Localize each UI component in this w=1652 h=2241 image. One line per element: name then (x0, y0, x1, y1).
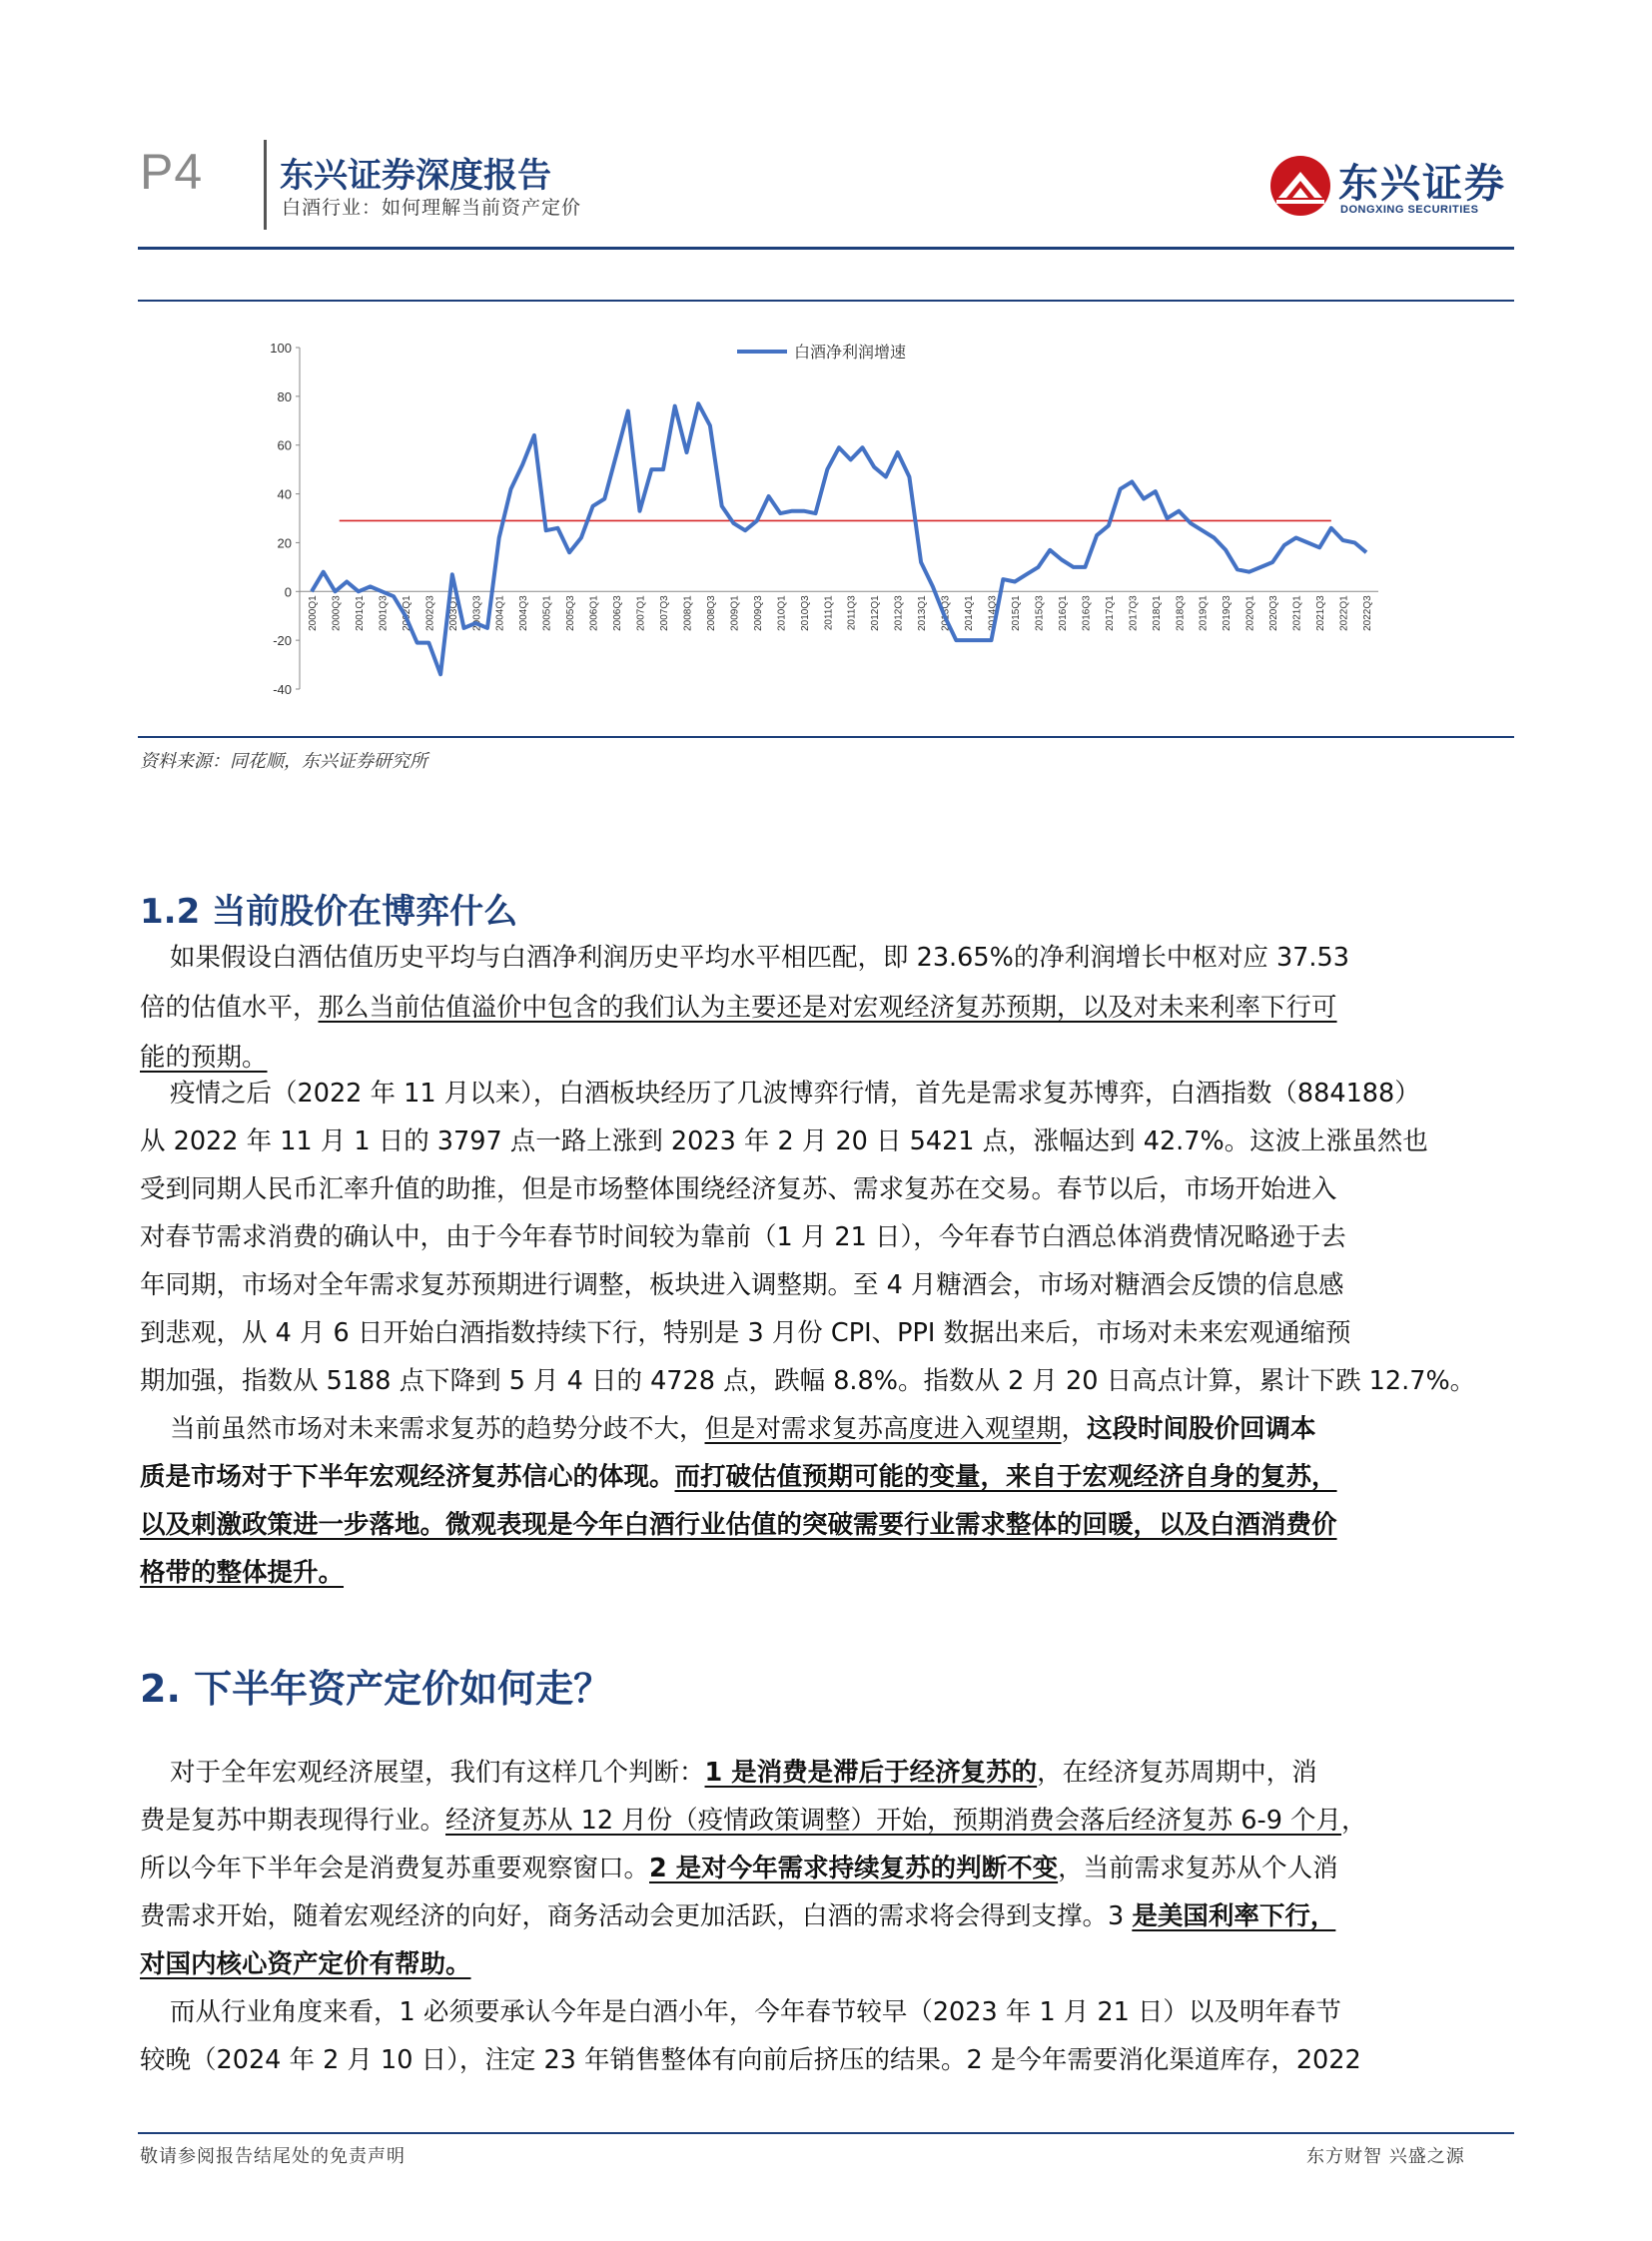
x-tick-label: 2005Q1 (541, 595, 553, 631)
x-tick-label: 2007Q1 (635, 595, 647, 631)
paragraph-line: 期加强，指数从 5188 点下降到 5 月 4 日的 4728 点，跌幅 8.8%。指数从 2 月 20 日高点计算，累计下跌 12.7%。 (140, 1366, 1476, 1396)
x-tick-label: 2006Q3 (612, 595, 624, 631)
legend-label: 白酒净利润增速 (794, 343, 907, 362)
text-run: ，在经济复苏周期中，消 (1037, 1758, 1317, 1788)
paragraph-line: 从 2022 年 11 月 1 日的 3797 点一路上涨到 2023 年 2 月 20 日 5421 点，涨幅达到 42.7%。这波上涨虽然也 (140, 1126, 1428, 1156)
text-run: 费是复苏中期表现得行业。 (140, 1806, 446, 1836)
chart-top-rule (138, 300, 1514, 302)
paragraph-line: 而从行业角度来看，1 必须要承认今年是白酒小年，今年春节较早（2023 年 1 月 21 日）以及明年春节 (170, 1997, 1341, 2027)
net-profit-growth-chart (250, 330, 1408, 719)
y-tick-label: -20 (273, 633, 292, 649)
logo-emblem-icon (1268, 154, 1332, 218)
x-tick-label: 2001Q3 (378, 595, 390, 631)
x-tick-label: 2005Q3 (565, 595, 577, 631)
x-tick-label: 2004Q1 (494, 595, 506, 631)
bold-text: 质是市场对于下半年宏观经济复苏信心的体现。 (140, 1462, 675, 1492)
x-tick-label: 2004Q3 (518, 595, 530, 631)
x-tick-label: 2016Q3 (1081, 595, 1093, 631)
x-tick-label: 2007Q3 (659, 595, 670, 631)
x-tick-label: 2012Q1 (870, 595, 882, 631)
y-tick-label: 100 (270, 341, 292, 356)
x-tick-label: 2009Q1 (729, 595, 741, 631)
x-tick-label: 2022Q3 (1362, 595, 1373, 631)
report-subtitle: 白酒行业：如何理解当前资产定价 (282, 197, 582, 219)
company-logo (1266, 148, 1516, 228)
text-run: 费需求开始，随着宏观经济的向好，商务活动会更加活跃，白酒的需求将会得到支撑。3 (140, 1901, 1133, 1931)
header-rule (138, 247, 1514, 250)
paragraph-line: 对春节需求消费的确认中，由于今年春节时间较为靠前（1 月 21 日），今年春节白酒总体消费情况略逊于去 (140, 1222, 1346, 1252)
paragraph-line: 年同期，市场对全年需求复苏预期进行调整，板块进入调整期。至 4 月糖酒会，市场对糖酒会反馈的信息感 (140, 1270, 1344, 1300)
y-tick-label: 20 (277, 535, 292, 551)
x-tick-label: 2013Q3 (940, 595, 952, 631)
y-tick-label: 0 (284, 584, 292, 600)
x-tick-label: 2017Q1 (1104, 595, 1116, 631)
x-tick-label: 2022Q1 (1338, 595, 1350, 631)
company-slogan: 东方财智 兴盛之源 (1306, 2146, 1465, 2167)
x-tick-label: 2014Q3 (987, 595, 999, 631)
paragraph-line: 疫情之后（2022 年 11 月以来），白酒板块经历了几波博弈行情，首先是需求复苏博弈，白酒指数（884188） (170, 1079, 1420, 1109)
x-tick-label: 2002Q3 (424, 595, 436, 631)
section-heading-2: 2. 下半年资产定价如何走？ (140, 1667, 612, 1711)
x-tick-label: 2019Q1 (1198, 595, 1210, 631)
section-heading-1-2: 1.2 当前股价在博弈什么 (140, 892, 518, 932)
text-run: 倍的估值水平， (140, 993, 319, 1023)
bold-underlined-text: 而打破估值预期可能的变量，来自于宏观经济自身的复苏， (674, 1462, 1337, 1492)
paragraph-line (140, 1850, 1338, 1889)
series-line-baijiu-net-profit-growth (312, 403, 1366, 674)
paragraph-line (140, 1802, 1367, 1842)
x-tick-label: 2003Q1 (447, 595, 459, 631)
x-tick-label: 2008Q3 (705, 595, 717, 631)
logo-text: 东兴证券 (1338, 161, 1506, 207)
x-tick-label: 2006Q1 (588, 595, 600, 631)
text-run: ，当前需求复苏从个人消 (1058, 1854, 1338, 1883)
logo-english-text: DONGXING SECURITIES (1340, 204, 1479, 216)
x-tick-label: 2020Q1 (1244, 595, 1256, 631)
chart-bottom-rule (138, 736, 1514, 738)
page-number: P4 (140, 144, 204, 200)
underlined-text: 那么当前估值溢价中包含的我们认为主要还是对宏观经济复苏预期，以及对未来利率下行可 (318, 993, 1337, 1023)
text-run: 对于全年宏观经济展望，我们有这样几个判断： (170, 1758, 705, 1788)
x-tick-label: 2009Q3 (752, 595, 764, 631)
underlined-text: 但是对需求复苏高度进入观望期 (704, 1414, 1062, 1444)
paragraph-line (140, 989, 1337, 1029)
y-tick-label: 40 (277, 486, 292, 502)
chart-source-note: 资料来源：同花顺，东兴证券研究所 (140, 751, 427, 772)
report-series-title: 东兴证券深度报告 (280, 156, 551, 196)
paragraph-line (170, 1410, 1316, 1450)
underlined-line: 能的预期。 (140, 1043, 268, 1073)
text-run: 所以今年下半年会是消费复苏重要观察窗口。 (140, 1854, 650, 1883)
bold-underlined-text: 是美国利率下行， (1132, 1901, 1336, 1931)
y-tick-label: 80 (277, 388, 292, 404)
x-tick-label: 2011Q3 (846, 595, 858, 631)
x-tick-label: 2021Q1 (1291, 595, 1303, 631)
x-tick-label: 2018Q3 (1175, 595, 1187, 631)
x-tick-label: 2017Q3 (1128, 595, 1140, 631)
bold-text: 这段时间股价回调本 (1087, 1414, 1316, 1444)
x-tick-label: 2002Q1 (401, 595, 413, 631)
bold-underlined-line: 对国内核心资产定价有帮助。 (140, 1949, 471, 1979)
text-run: 当前虽然市场对未来需求复苏的趋势分歧不大， (170, 1414, 705, 1444)
underlined-text: 经济复苏从 12 月份（疫情政策调整）开始，预期消费会落后经济复苏 6-9 个月 (445, 1806, 1342, 1836)
x-tick-label: 2019Q3 (1222, 595, 1234, 631)
x-tick-label: 2018Q1 (1151, 595, 1163, 631)
x-tick-label: 2000Q1 (308, 595, 319, 631)
x-tick-label: 2015Q1 (1011, 595, 1022, 631)
x-tick-label: 2011Q1 (823, 595, 835, 631)
y-tick-label: -40 (273, 682, 292, 697)
paragraph-line: 如果假设白酒估值历史平均与白酒净利润历史平均水平相匹配，即 23.65%的净利润增长中枢对应 37.53 (170, 943, 1349, 973)
text-run: ， (1061, 1414, 1088, 1444)
x-tick-label: 2008Q1 (682, 595, 694, 631)
x-tick-label: 2003Q3 (471, 595, 483, 631)
bold-underlined-line: 格带的整体提升。 (140, 1558, 345, 1588)
x-tick-label: 2014Q1 (964, 595, 976, 631)
x-tick-label: 2015Q3 (1034, 595, 1046, 631)
paragraph-line: 到悲观，从 4 月 6 日开始白酒指数持续下行，特别是 3 月份 CPI、PPI 数据出来后，市场对未来宏观通缩预 (140, 1318, 1351, 1348)
bold-underlined-line: 以及刺激政策进一步落地。微观表现是今年白酒行业估值的突破需要行业需求整体的回暖，以及白酒消费价 (140, 1510, 1337, 1540)
x-tick-label: 2021Q3 (1315, 595, 1327, 631)
paragraph-line: 较晚（2024 年 2 月 10 日），注定 23 年销售整体有向前后挤压的结果。2 是今年需要消化渠道库存，2022 (140, 2045, 1361, 2075)
x-tick-label: 2013Q1 (917, 595, 929, 631)
x-tick-label: 2001Q1 (354, 595, 366, 631)
footer-rule (138, 2132, 1514, 2134)
x-tick-label: 2010Q3 (799, 595, 811, 631)
header-divider (264, 140, 267, 230)
x-tick-label: 2000Q3 (331, 595, 343, 631)
x-tick-label: 2016Q1 (1057, 595, 1069, 631)
text-run: ， (1341, 1806, 1367, 1836)
bold-underlined-text: 1 是消费是滞后于经济复苏的 (704, 1758, 1038, 1788)
paragraph-line (140, 1897, 1335, 1937)
x-tick-label: 2010Q1 (776, 595, 788, 631)
x-tick-label: 2020Q3 (1268, 595, 1280, 631)
y-tick-label: 60 (277, 437, 292, 453)
paragraph-line (140, 1458, 1337, 1498)
disclaimer-note: 敬请参阅报告结尾处的免责声明 (140, 2146, 406, 2167)
paragraph-line (170, 1754, 1317, 1794)
bold-underlined-text: 2 是对今年需求持续复苏的判断不变 (649, 1854, 1059, 1883)
paragraph-line: 受到同期人民币汇率升值的助推，但是市场整体围绕经济复苏、需求复苏在交易。春节以后，市场开始进入 (140, 1174, 1337, 1204)
chart-legend (737, 343, 906, 362)
x-tick-label: 2012Q3 (893, 595, 905, 631)
